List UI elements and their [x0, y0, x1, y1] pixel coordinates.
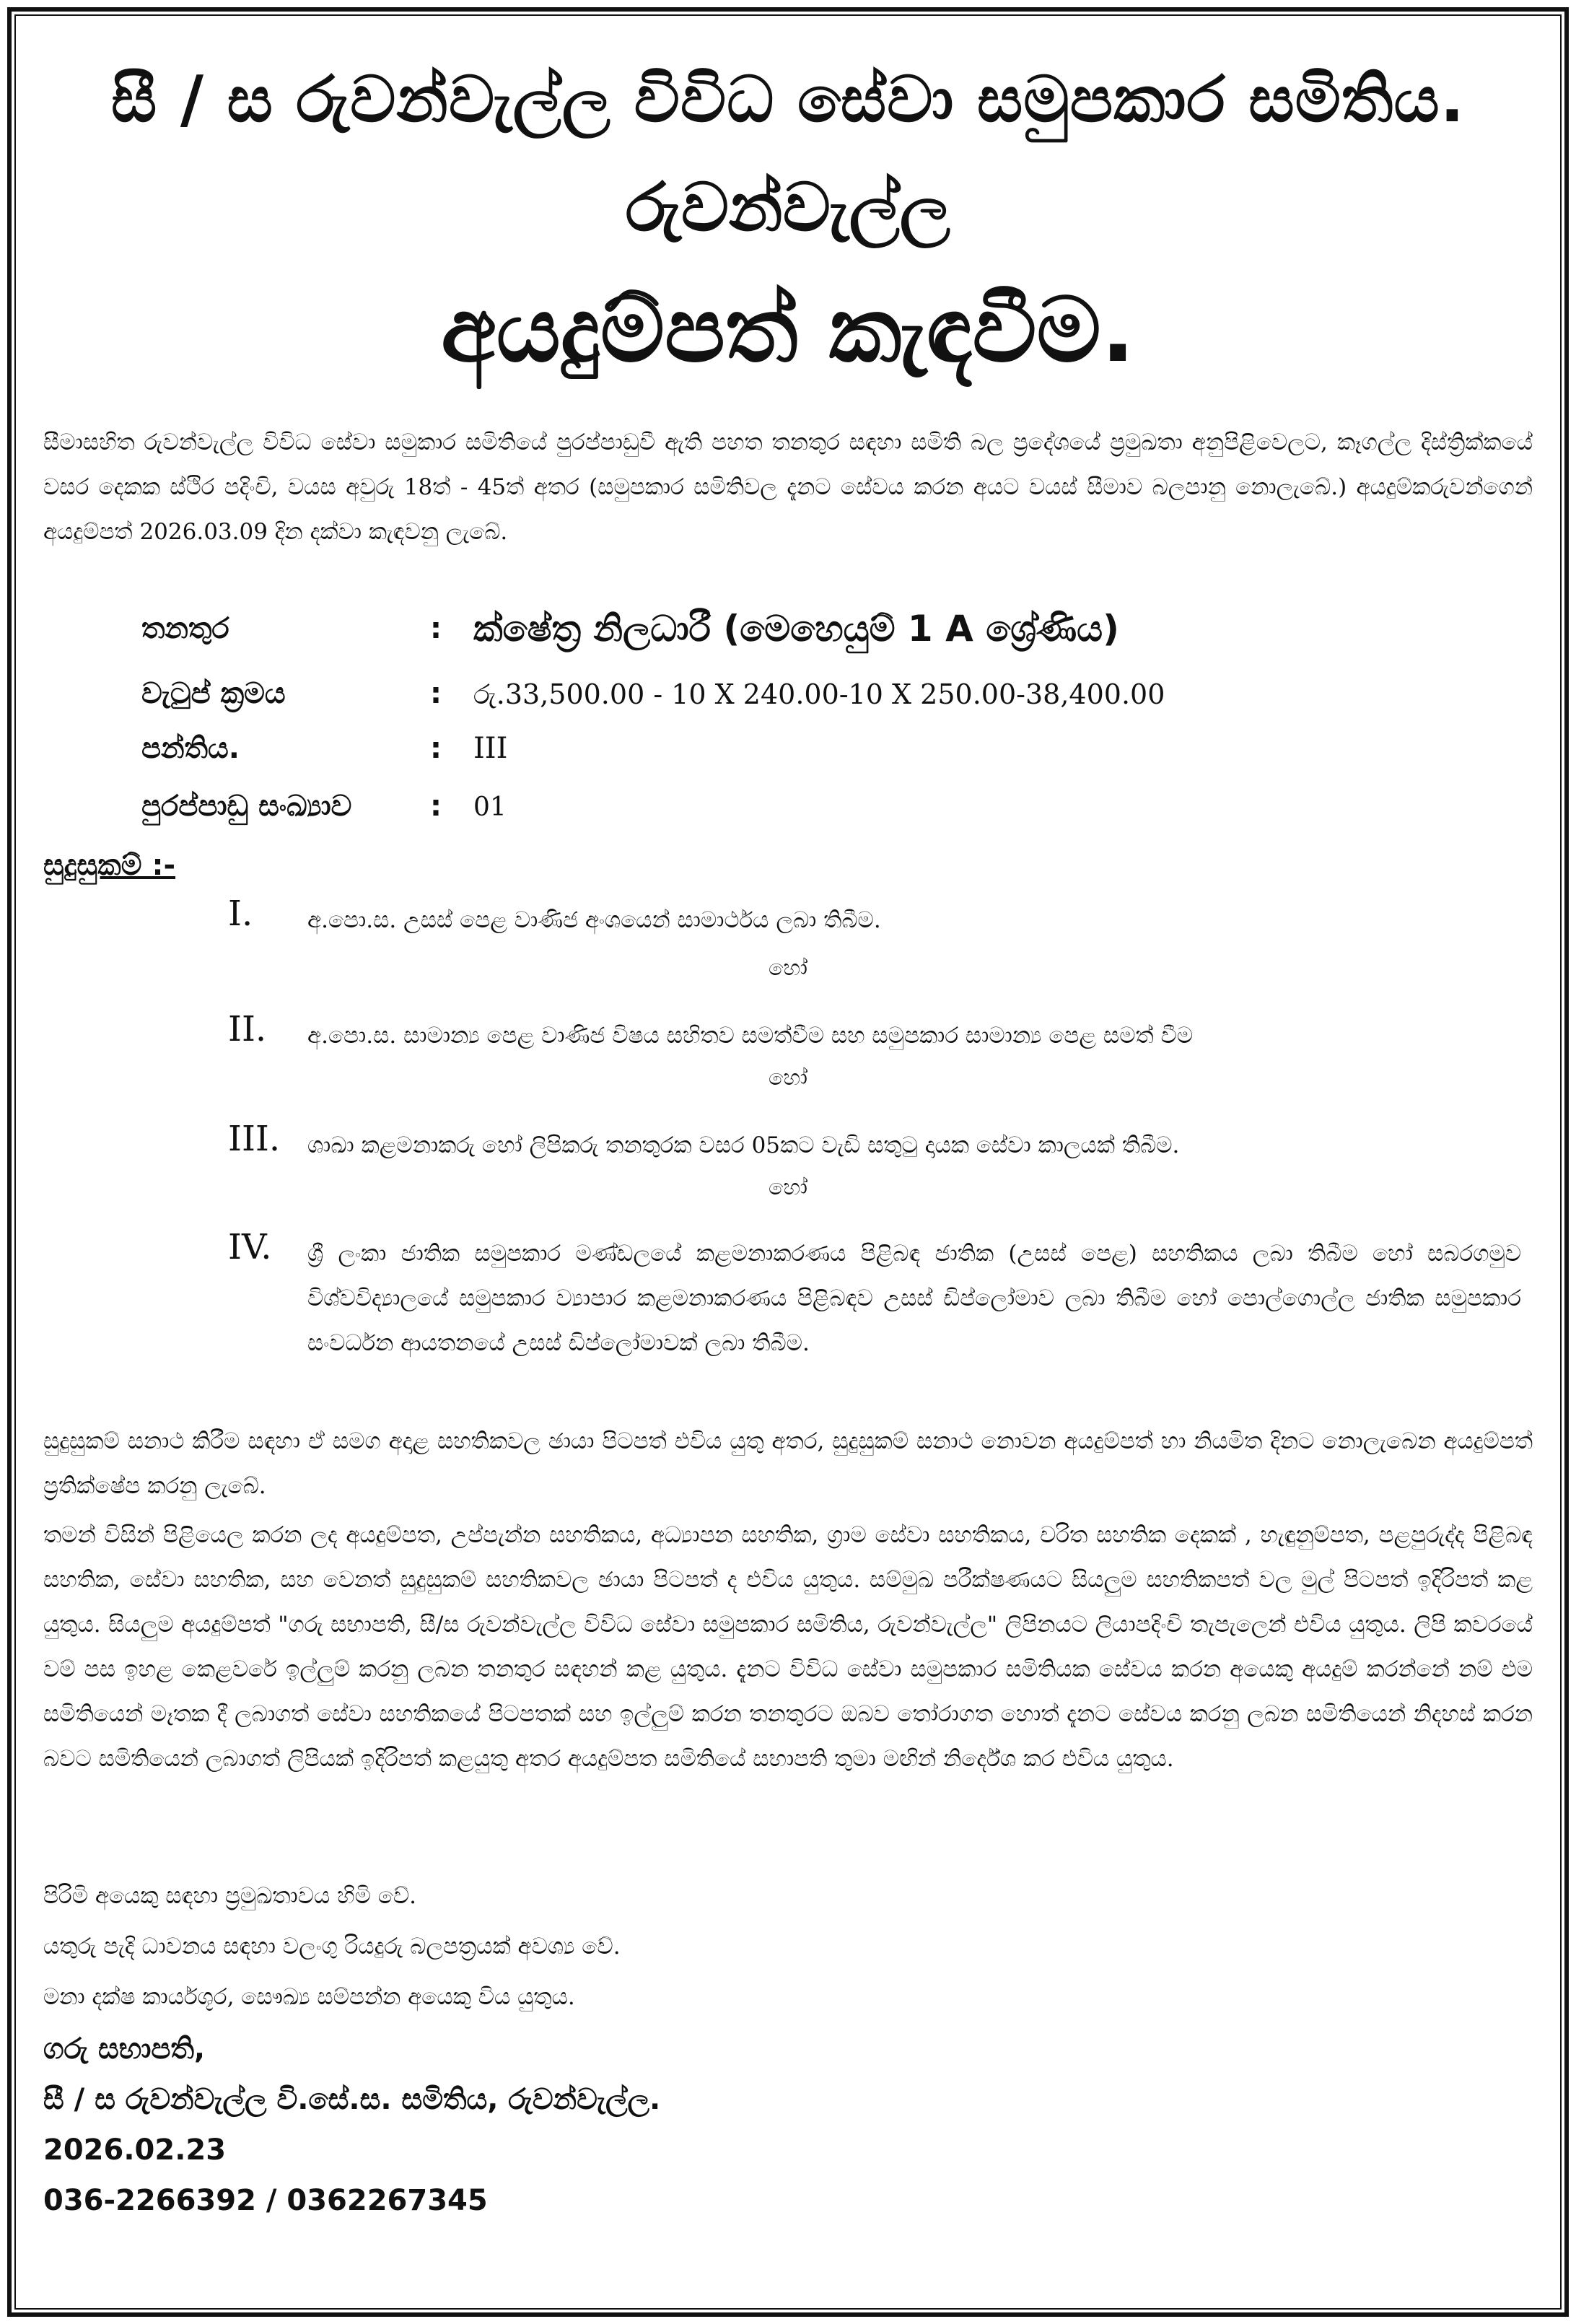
license-note: යතුරු පැදි ධාවනය සඳහා වලංගු රියදුරු බලපත්‍රයක් අවශ්‍ය වේ.: [43, 1934, 621, 1960]
qualification-number: II.: [228, 1009, 267, 1049]
qualification-text: ශ්‍රී ලංකා ජාතික සමුපකාර මණ්ඩලයේ කළමනාකරණය පිළිබඳ ජාතික (උසස් පෙළ) සහතිකය ලබා තිබීම හෝ සබරගමුව විශ්වවිද්‍යාලයේ සමුපකාර ව්‍යාපාර කළමනාකරණය පිළිබඳව උසස් ඩිප්ලෝමාව ලබා තිබීම හෝ පොල්ගොල්ල ජාතික සමුපකාර සංවර්ධන ආයතනයේ උසස් ඩිප්ලෝමාවක් ලබා තිබීම.: [307, 1241, 1521, 1356]
spec-label: වැටුප් ක්‍රමය: [141, 677, 286, 710]
or-separator: හෝ: [769, 1065, 807, 1091]
spec-value: රු.33,500.00 - 10 X 240.00-10 X 250.00-38,400.00: [473, 678, 1165, 710]
location-heading: රුවන්වැල්ල: [626, 169, 950, 246]
spec-value: ක්ෂේත්‍ර නිලධාරී (මෙහෙයුම් 1 A ශ්‍රේණිය): [473, 608, 1119, 650]
qualifications-heading: සුදුසුකම් :-: [43, 849, 176, 882]
spec-colon: :: [430, 790, 442, 823]
qualification-number: IV.: [228, 1227, 272, 1267]
qualification-number: III.: [228, 1119, 281, 1159]
qualification-text: අ.පො.ස. සාමාන්‍ය පෙළ වාණිජ විෂය සහිතව සමත්වීම සහ සමුපකාර සාමාන්‍ය පෙළ සමත් වීම: [307, 1023, 1194, 1049]
verification-paragraph: සුදුසුකම් සනාථ කිරීම සඳහා ඒ සමග අදාළ සහතිකවල ඡායා පිටපත් එවිය යුතු අතර, සුදුසුකම් සනාථ නොවන අයදුම්පත් හා නියමිත දිනට නොලැබෙන අයදුම්පත් ප්‍රතික්ෂේප කරනු ලැබේ.: [43, 1428, 1533, 1499]
society-name-heading: සී / ස රුවන්වැල්ල විවිධ සේවා සමුපකාර සමිතිය.: [110, 62, 1466, 136]
signatory-organization: සී / ස රුවන්වැල්ල වි.සේ.ස. සමිතිය, රුවන්වැල්ල.: [43, 2083, 661, 2116]
notice-title: අයදුම්පත් කැඳවීම.: [441, 279, 1135, 383]
advertisement-frame: [7, 7, 1569, 2317]
contact-phones: 036-2266392 / 0362267345: [43, 2184, 488, 2217]
spec-colon: :: [430, 612, 442, 645]
documents-paragraph: තමන් විසින් පිළියෙල කරන ලද අයදුම්පත, උප්පැන්න සහතිකය, අධ්‍යාපන සහතික, ග්‍රාම සේවා සහතිකය, චරිත සහතික දෙකක් , හැඳුනුම්පත, පළපුරුද්ද පිළිබඳ සහතික, සේවා සහතික, සහ වෙනත් සුදුසුකම් සහතිකවල ඡායා පිටපත් ද එවිය යුතුය. සම්මුඛ පරීක්ෂණයට සියලුම සහතිකපත් වල මුල් පිටපත් ඉදිරිපත් කළ යුතුය. සියලුම අයදුම්පත් "ගරු සභාපති, සී/ස රුවන්වැල්ල විවිධ සේවා සමුපකාර සමිතිය, රුවන්වැල්ල" ලිපිනයට ලියාපදිංචි තැපැලෙන් එවිය යුතුය. ලිපි කවරයේ වම් පස ඉහළ කෙළවරේ ඉල්ලුම් කරනු ලබන තනතුර සඳහන් කළ යුතුය. දැනට විවිධ සේවා සමුපකාර සමිතියක සේවය කරන අයෙකු අයදුම් කරන්නේ නම් එම සමිතියෙන් මෑතක දී ලබාගත් සේවා සහතිකයේ පිටපතක් සහ ඉල්ලුම් කරන තනතුරට ඔබව තෝරාගත හොත් දැනට සේවය කරනු ලබන සමිතියෙන් නිදහස් කරන බවට සමිතියෙන් ලබාගත් ලිපියක් ඉදිරිපත් කළයුතු අතර අයදුම්පත සමිතියේ සභාපති තුමා මඟින් නිර්දේශ කර එවිය යුතුය.: [43, 1522, 1533, 1772]
spec-colon: :: [430, 677, 442, 710]
spec-value: III: [473, 732, 508, 765]
spec-label: තනතුර: [141, 612, 229, 645]
qualification-text: අ.පො.ස. උසස් පෙළ වාණිජ අංශයෙන් සාමාර්ථය ලබා තිබීම.: [307, 907, 881, 933]
intro-paragraph: සීමාසහිත රුවන්වැල්ල විවිධ සේවා සමුකාර සමිතියේ පුරප්පාඩුවී ඇති පහත තනතුර සඳහා සමිති බල ප්‍රදේශයේ ප්‍රමුඛතා අනුපිළිවෙලට, කෑගල්ල දිස්ත්‍රික්කයේ වසර දෙකක ස්ථිර පදිංචි, වයස අවුරු 18ත් - 45ත් අතර (සමුපකාර සමිතිවල දැනට සේවය කරන අයට වයස් සීමාව බලපානු නොලැබේ.) අයදුම්කරුවන්ගෙන් අයදුම්පත් 2026.03.09 දින දක්වා කැඳවනු ලැබේ.: [43, 429, 1533, 545]
qualification-number: I.: [228, 894, 253, 934]
notice-date: 2026.02.23: [43, 2133, 227, 2167]
or-separator: හෝ: [769, 1175, 807, 1200]
signatory-title: ගරු සභාපති,: [43, 2032, 206, 2066]
health-note: මනා දක්ෂ කාර්යශූර, සෞඛ්‍ය සම්පන්න අයෙකු විය යුතුය.: [43, 1984, 575, 2010]
or-separator: හෝ: [769, 956, 807, 981]
priority-note: පිරිමි අයෙකු සඳහා ප්‍රමුඛතාවය හිමි වේ.: [43, 1883, 416, 1909]
spec-value: 01: [473, 792, 507, 822]
qualification-text: ශාඛා කළමනාකරු හෝ ලිපිකරු තනතුරක වසර 05කට වැඩි සතුටු දායක සේවා කාලයක් තිබීම.: [307, 1132, 1180, 1158]
spec-label: පන්තිය.: [141, 732, 240, 765]
spec-label: පුරප්පාඩු සංඛ්‍යාව: [141, 790, 352, 823]
spec-colon: :: [430, 732, 442, 765]
